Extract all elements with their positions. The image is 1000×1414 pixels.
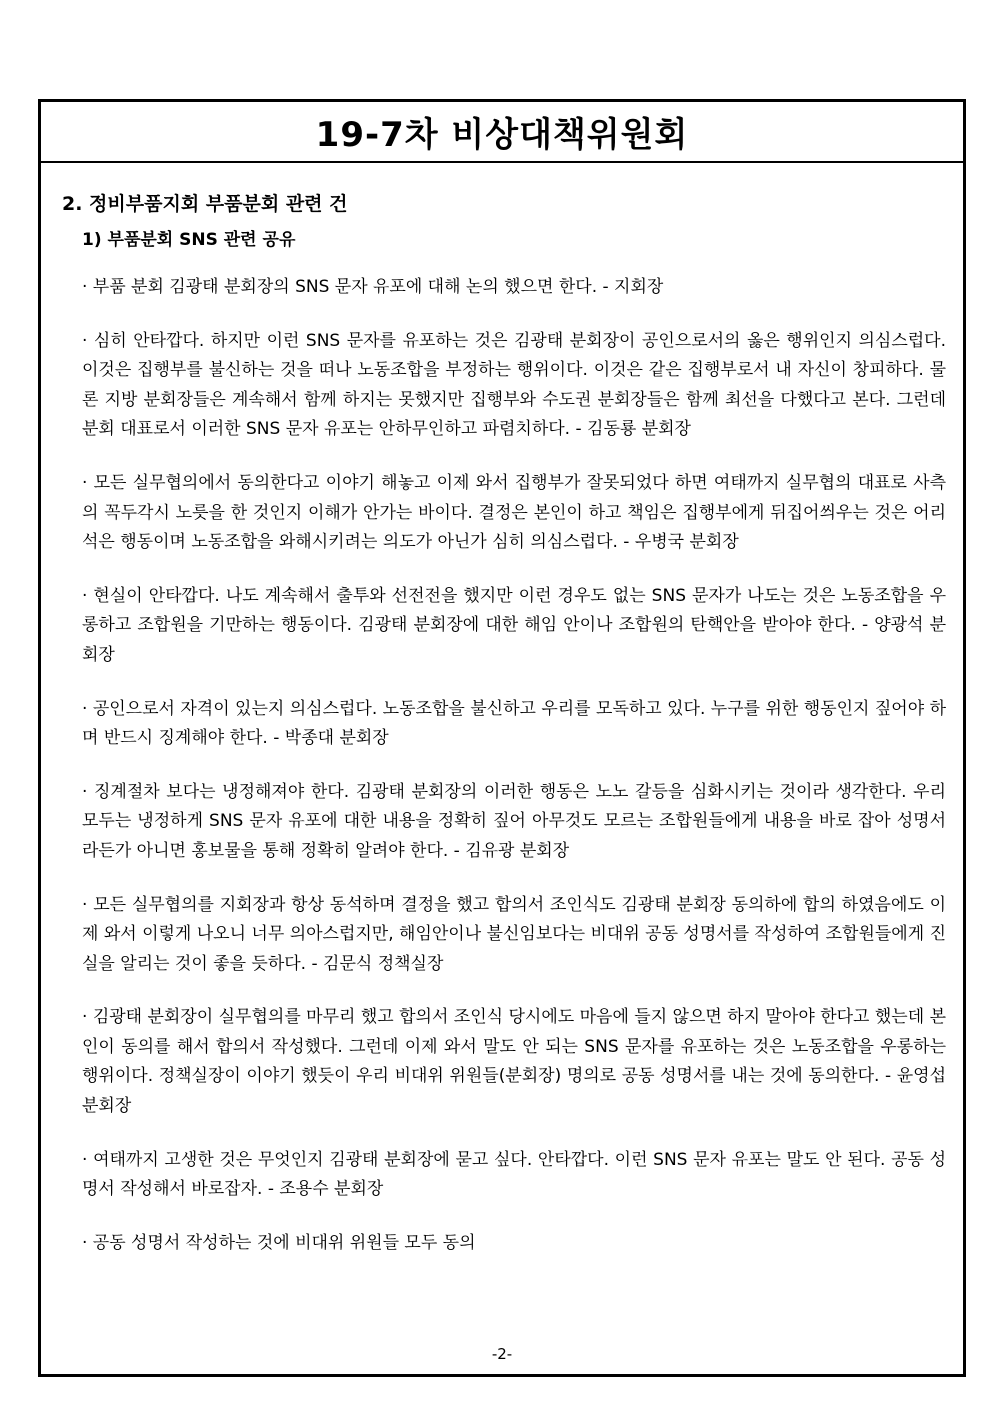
document-body bbox=[62, 188, 946, 1282]
paragraph-7: · 모든 실무협의를 지회장과 항상 동석하며 결정을 했고 합의서 조인식도 김광태 분회장 동의하에 합의 하였음에도 이제 와서 이렇게 나오니 너무 의아스럽지만, 해임안이나 불신임보다는 비대위 공동 성명서를 작성하여 조합원들에게 진실을 알리는 것이 좋을 듯하다. - 김문식 정책실장 bbox=[82, 894, 946, 974]
paragraph-4: · 현실이 안타깝다. 나도 계속해서 출투와 선전전을 했지만 이런 경우도 없는 SNS 문자가 나도는 것은 노동조합을 우롱하고 조합원을 기만하는 행동이다. 김광태 분회장에 대한 해임 안이나 조합원의 탄핵안을 받아야 한다. - 양광석 분회장 bbox=[82, 585, 946, 665]
paragraph-5: · 공인으로서 자격이 있는지 의심스럽다. 노동조합을 불신하고 우리를 모독하고 있다. 누구를 위한 행동인지 짚어야 하며 반드시 징계해야 한다. - 박종대 분회장 bbox=[82, 698, 946, 749]
paragraph-6: · 징계절차 보다는 냉정해져야 한다. 김광태 분회장의 이러한 행동은 노노 갈등을 심화시키는 것이라 생각한다. 우리 모두는 냉정하게 SNS 문자 유포에 대한 내용을 정확히 짚어 아무것도 모르는 조합원들에게 내용을 바로 잡아 성명서라든가 아니면 홍보물을 통해 정확히 알려야 한다. - 김유광 분회장 bbox=[82, 781, 946, 861]
section-heading: 2. 정비부품지회 부품분회 관련 건 bbox=[62, 193, 348, 215]
minutes-paragraphs bbox=[82, 273, 946, 1258]
paragraph-1: · 부품 분회 김광태 분회장의 SNS 문자 유포에 대해 논의 했으면 한다. - 지회장 bbox=[82, 277, 664, 297]
document-title: 19-7차 비상대책위원회 bbox=[315, 115, 689, 155]
paragraph-2: · 심히 안타깝다. 하지만 이런 SNS 문자를 유포하는 것은 김광태 분회장이 공인으로서의 옳은 행위인지 의심스럽다. 이것은 집행부를 불신하는 것을 떠나 노동조합을 부정하는 행위이다. 이것은 같은 집행부로서 내 자신이 창피하다. 물론 지방 분회장들은 계속해서 함께 하지는 못했지만 집행부와 수도권 분회장들은 함께 최선을 다했다고 본다. 그런데 분회 대표로서 이러한 SNS 문자 유포는 안하무인하고 파렴치하다. - 김동룡 분회장 bbox=[82, 330, 946, 440]
page-number: -2- bbox=[491, 1345, 513, 1363]
sub-heading: 1) 부품분회 SNS 관련 공유 bbox=[82, 230, 296, 250]
paragraph-8: · 김광태 분회장이 실무협의를 마무리 했고 합의서 조인식 당시에도 마음에 들지 않으면 하지 말아야 한다고 했는데 본인이 동의를 해서 합의서 작성했다. 그런데 이제 와서 말도 안 되는 SNS 문자를 유포하는 것은 노동조합을 우롱하는 행위이다. 정책실장이 이야기 했듯이 우리 비대위 위원들(분회장) 명의로 공동 성명서를 내는 것에 동의한다. - 윤영섭 분회장 bbox=[82, 1007, 946, 1117]
paragraph-10: · 공동 성명서 작성하는 것에 비대위 위원들 모두 동의 bbox=[82, 1232, 476, 1253]
paragraph-9: · 여태까지 고생한 것은 무엇인지 김광태 분회장에 묻고 싶다. 안타깝다. 이런 SNS 문자 유포는 말도 안 된다. 공동 성명서 작성해서 바로잡자. - 조용수 분회장 bbox=[82, 1149, 946, 1200]
title-bar bbox=[41, 102, 963, 163]
document-frame bbox=[38, 99, 966, 1377]
paragraph-3: · 모든 실무협의에서 동의한다고 이야기 해놓고 이제 와서 집행부가 잘못되었다 하면 여태까지 실무협의 대표로 사측의 꼭두각시 노릇을 한 것인지 이해가 안가는 바이다. 결정은 본인이 하고 책임은 집행부에게 뒤집어씌우는 것은 어리석은 행동이며 노동조합을 와해시키려는 의도가 아닌가 심히 의심스럽다. - 우병국 분회장 bbox=[82, 472, 946, 553]
